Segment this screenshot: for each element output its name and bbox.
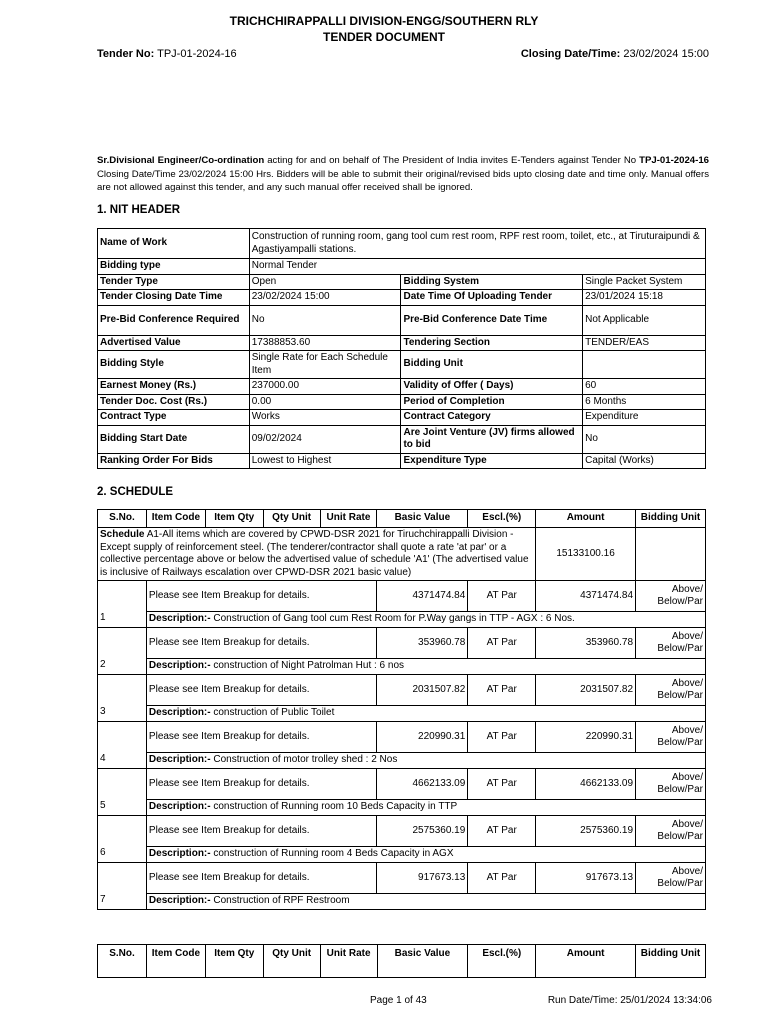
item-description <box>146 800 705 816</box>
description-label: Description:- <box>148 754 211 766</box>
description-label: Description:- <box>148 801 211 813</box>
item-description <box>146 847 705 863</box>
description-label: Description:- <box>148 707 211 719</box>
nit-value: 23/02/2024 15:00 <box>249 290 401 306</box>
intro-authority: Sr.Divisional Engineer/Co-ordination <box>97 155 265 166</box>
item-escalation: AT Par <box>468 628 536 659</box>
schedule-title: 2. SCHEDULE <box>97 486 174 498</box>
item-bidding-unit: Above/ Below/Par <box>636 675 706 706</box>
schedule-a1-amount: 15133100.16 <box>536 528 636 581</box>
nit-value <box>583 351 706 379</box>
nit-key: Bidding type <box>98 259 250 275</box>
table-row-description <box>98 800 706 816</box>
item-bidding-unit: Above/ Below/Par <box>636 628 706 659</box>
schedule-label: Schedule <box>100 529 145 540</box>
column-header: Item Qty <box>205 510 263 528</box>
description-label: Description:- <box>148 848 211 860</box>
nit-value: Open <box>249 274 401 290</box>
item-amount: 353960.78 <box>536 628 636 659</box>
item-escalation: AT Par <box>468 722 536 753</box>
nit-value: Single Rate for Each Schedule Item <box>249 351 401 379</box>
nit-value: No <box>583 425 706 453</box>
nit-value: TENDER/EAS <box>583 335 706 351</box>
item-escalation: AT Par <box>468 581 536 612</box>
closing-date <box>521 48 709 60</box>
item-basic-value: 4371474.84 <box>377 581 468 612</box>
nit-key: Pre-Bid Conference Required <box>98 305 250 335</box>
table-row-description <box>98 894 706 910</box>
item-text: Please see Item Breakup for details. <box>146 628 377 659</box>
item-sno: 3 <box>98 675 147 722</box>
schedule-header-row <box>98 510 706 528</box>
tender-no: TPJ-01-2024-16 <box>157 48 237 60</box>
table-row-description <box>98 659 706 675</box>
item-sno: 1 <box>98 581 147 628</box>
item-basic-value: 220990.31 <box>377 722 468 753</box>
description-text: Construction of motor trolley shed : 2 Nos <box>210 754 398 766</box>
nit-value: 60 <box>583 379 706 395</box>
column-header: Unit Rate <box>320 945 377 978</box>
nit-value: Expenditure <box>583 410 706 426</box>
nit-key: Date Time Of Uploading Tender <box>401 290 583 306</box>
item-sno: 7 <box>98 863 147 910</box>
item-amount: 2575360.19 <box>536 816 636 847</box>
table-row <box>98 581 706 612</box>
item-description <box>146 894 705 910</box>
nit-key: Tendering Section <box>401 335 583 351</box>
schedule-header-repeat <box>97 944 706 978</box>
description-label: Description:- <box>148 895 211 907</box>
nit-rows <box>98 274 706 469</box>
description-label: Description:- <box>148 660 211 672</box>
nit-value: 17388853.60 <box>249 335 401 351</box>
nit-row <box>98 351 706 379</box>
column-header: Basic Value <box>377 510 468 528</box>
table-row-description <box>98 847 706 863</box>
table-row-description <box>98 706 706 722</box>
item-amount: 220990.31 <box>536 722 636 753</box>
schedule-a1-row <box>98 528 706 581</box>
nit-key: Tender Doc. Cost (Rs.) <box>98 394 250 410</box>
nit-row <box>98 274 706 290</box>
nit-row <box>98 229 706 259</box>
nit-value: Single Packet System <box>583 274 706 290</box>
item-text: Please see Item Breakup for details. <box>146 769 377 800</box>
nit-key: Bidding System <box>401 274 583 290</box>
nit-value: Normal Tender <box>249 259 705 275</box>
nit-value: No <box>249 305 401 335</box>
description-text: construction of Running room 4 Beds Capacity in AGX <box>210 848 454 860</box>
nit-row <box>98 335 706 351</box>
intro-paragraph <box>97 154 709 195</box>
column-header: Basic Value <box>377 945 468 978</box>
nit-key: Expenditure Type <box>401 453 583 469</box>
document-title: TENDER DOCUMENT <box>323 30 445 44</box>
nit-key: Earnest Money (Rs.) <box>98 379 250 395</box>
description-text: construction of Night Patrolman Hut : 6 nos <box>210 660 405 672</box>
column-header: S.No. <box>98 945 147 978</box>
item-sno: 4 <box>98 722 147 769</box>
table-row <box>98 628 706 659</box>
item-basic-value: 2031507.82 <box>377 675 468 706</box>
schedule-table <box>97 509 706 910</box>
item-description <box>146 612 705 628</box>
nit-value: 6 Months <box>583 394 706 410</box>
tender-info-line <box>97 48 709 60</box>
item-amount: 4371474.84 <box>536 581 636 612</box>
nit-value: Lowest to Highest <box>249 453 401 469</box>
nit-value: 09/02/2024 <box>249 425 401 453</box>
schedule-a1-description <box>98 528 536 581</box>
item-basic-value: 4662133.09 <box>377 769 468 800</box>
column-header: Amount <box>536 510 636 528</box>
nit-key: Are Joint Venture (JV) firms allowed to bid <box>401 425 583 453</box>
column-header: Item Code <box>146 945 205 978</box>
item-sno: 5 <box>98 769 147 816</box>
table-row-description <box>98 753 706 769</box>
nit-value: 0.00 <box>249 394 401 410</box>
item-description <box>146 753 705 769</box>
schedule-header-row <box>98 945 706 978</box>
division-title: TRICHCHIRAPPALLI DIVISION-ENGG/SOUTHERN RLY <box>229 14 539 28</box>
nit-value: Construction of running room, gang tool cum rest room, RPF rest room, toilet, etc., at Tiruturaipundi & Agastiyampalli stations. <box>249 229 705 259</box>
item-bidding-unit: Above/ Below/Par <box>636 581 706 612</box>
table-row-description <box>98 612 706 628</box>
nit-value: Works <box>249 410 401 426</box>
item-description <box>146 706 705 722</box>
item-sno: 6 <box>98 816 147 863</box>
item-amount: 4662133.09 <box>536 769 636 800</box>
nit-key: Validity of Offer ( Days) <box>401 379 583 395</box>
nit-key: Period of Completion <box>401 394 583 410</box>
item-amount: 917673.13 <box>536 863 636 894</box>
nit-key: Name of Work <box>98 229 250 259</box>
description-text: construction of Public Toilet <box>210 707 335 719</box>
table-row <box>98 863 706 894</box>
closing-value: 23/02/2024 15:00 <box>623 48 709 60</box>
nit-key: Bidding Unit <box>401 351 583 379</box>
item-bidding-unit: Above/ Below/Par <box>636 722 706 753</box>
column-header: Item Code <box>146 510 205 528</box>
nit-row <box>98 379 706 395</box>
table-row <box>98 816 706 847</box>
item-text: Please see Item Breakup for details. <box>146 581 377 612</box>
item-text: Please see Item Breakup for details. <box>146 675 377 706</box>
nit-row <box>98 410 706 426</box>
intro-text-1: acting for and on behalf of The President of India invites E-Tenders against Tender No <box>264 155 640 166</box>
nit-key: Advertised Value <box>98 335 250 351</box>
nit-header-title: 1. NIT HEADER <box>97 204 181 216</box>
description-text: Construction of Gang tool cum Rest Room for P.Way gangs in TTP - AGX : 6 Nos. <box>210 613 575 625</box>
nit-value: 23/01/2024 15:18 <box>583 290 706 306</box>
nit-key: Bidding Style <box>98 351 250 379</box>
table-row <box>98 722 706 753</box>
column-header: Escl.(%) <box>468 510 536 528</box>
column-header: Qty Unit <box>263 510 320 528</box>
nit-row <box>98 259 706 275</box>
item-escalation: AT Par <box>468 863 536 894</box>
column-header: Amount <box>536 945 636 978</box>
column-header: Item Qty <box>205 945 263 978</box>
nit-key: Bidding Start Date <box>98 425 250 453</box>
item-amount: 2031507.82 <box>536 675 636 706</box>
nit-row <box>98 453 706 469</box>
page-number: Page 1 of 43 <box>370 995 427 1006</box>
nit-key: Contract Type <box>98 410 250 426</box>
item-text: Please see Item Breakup for details. <box>146 722 377 753</box>
nit-key: Pre-Bid Conference Date Time <box>401 305 583 335</box>
item-sno: 2 <box>98 628 147 675</box>
intro-text-2: Closing Date/Time 23/02/2024 15:00 Hrs. Bidders will be able to submit their original/revised bids upto closing date and time only. Manual offers are not allowed against this tender, and any such manual offer received shall be ignored. <box>97 168 709 193</box>
nit-header-table <box>97 228 706 469</box>
item-escalation: AT Par <box>468 769 536 800</box>
closing-label: Closing Date/Time: <box>520 48 621 60</box>
table-row <box>98 675 706 706</box>
item-bidding-unit: Above/ Below/Par <box>636 769 706 800</box>
item-description <box>146 659 705 675</box>
column-header: Bidding Unit <box>636 945 706 978</box>
run-datetime: Run Date/Time: 25/01/2024 13:34:06 <box>547 995 712 1006</box>
item-text: Please see Item Breakup for details. <box>146 816 377 847</box>
column-header: Unit Rate <box>320 510 377 528</box>
column-header: Bidding Unit <box>636 510 706 528</box>
intro-tender-no: TPJ-01-2024-16 <box>639 155 709 166</box>
item-basic-value: 353960.78 <box>377 628 468 659</box>
description-text: Construction of RPF Restroom <box>210 895 350 907</box>
schedule-items <box>98 581 706 910</box>
table-row <box>98 769 706 800</box>
nit-key: Tender Type <box>98 274 250 290</box>
schedule-a1-text: A1-All items which are covered by CPWD-DSR 2021 for Tiruchchirappalli Division - Except supply of reinforcement steel. (The tenderer/contractor shall quote a rate 'at par' or a collective percentage above or below the advertised value of schedule 'A1' (The advertised value is inclusive of Railways escalation over CPWD-DSR 2021 basic value) <box>100 529 529 578</box>
nit-row <box>98 305 706 335</box>
column-header: S.No. <box>98 510 147 528</box>
tender-no-label: Tender No: <box>97 48 155 60</box>
column-header: Escl.(%) <box>468 945 536 978</box>
nit-key: Tender Closing Date Time <box>98 290 250 306</box>
description-label: Description:- <box>148 613 211 625</box>
item-basic-value: 2575360.19 <box>377 816 468 847</box>
item-basic-value: 917673.13 <box>377 863 468 894</box>
description-text: construction of Running room 10 Beds Capacity in TTP <box>210 801 458 813</box>
item-bidding-unit: Above/ Below/Par <box>636 863 706 894</box>
column-header: Qty Unit <box>263 945 320 978</box>
nit-value: Capital (Works) <box>583 453 706 469</box>
nit-row <box>98 394 706 410</box>
nit-row <box>98 425 706 453</box>
item-escalation: AT Par <box>468 816 536 847</box>
item-bidding-unit: Above/ Below/Par <box>636 816 706 847</box>
nit-row <box>98 290 706 306</box>
item-text: Please see Item Breakup for details. <box>146 863 377 894</box>
item-escalation: AT Par <box>468 675 536 706</box>
nit-key: Contract Category <box>401 410 583 426</box>
nit-value: Not Applicable <box>583 305 706 335</box>
nit-key: Ranking Order For Bids <box>98 453 250 469</box>
schedule-a1-unit <box>636 528 706 581</box>
nit-value: 237000.00 <box>249 379 401 395</box>
